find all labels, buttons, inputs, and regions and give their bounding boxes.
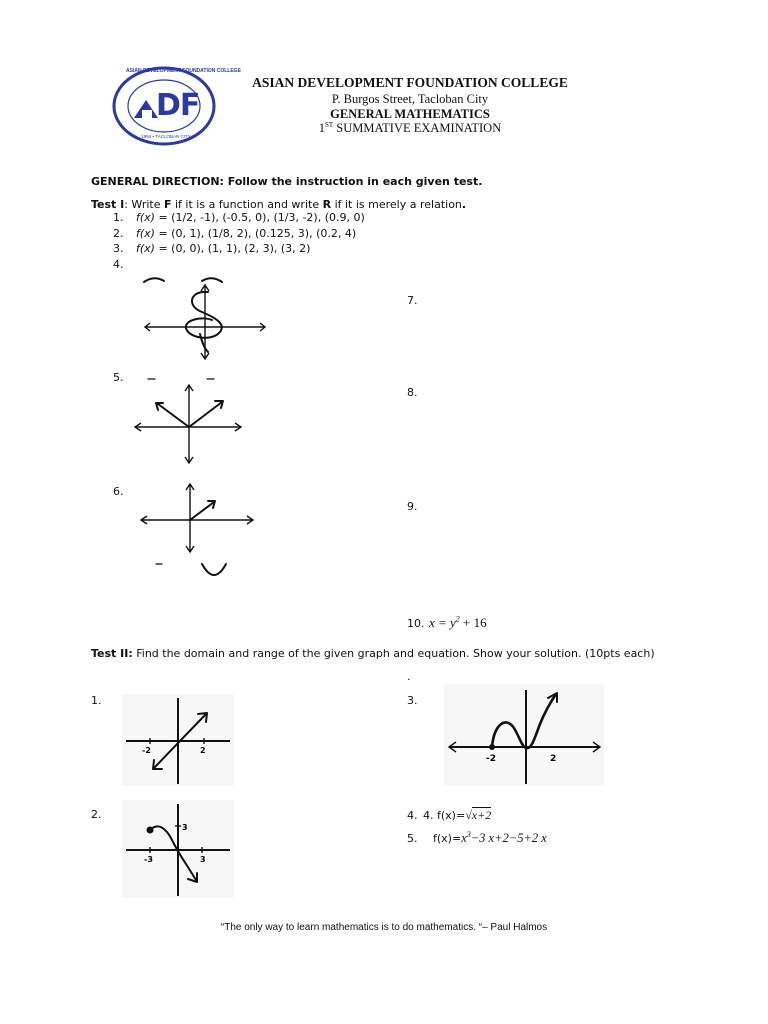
subject-title: GENERAL MATHEMATICS (330, 107, 490, 121)
test2-label: Test II: (91, 647, 133, 660)
graph-ii-1-tick-pos: 2 (200, 746, 206, 755)
graph-ii-2-tick-x-pos: 3 (200, 855, 206, 864)
general-direction: GENERAL DIRECTION: Follow the instruction in each given test. (91, 175, 483, 188)
graph-5 (130, 374, 245, 466)
test2-item-2-number: 2. (91, 808, 102, 821)
exam-title (200, 121, 620, 136)
test1-instruction: Test I: Write F if it is a function and write R if it is merely a relation. (91, 198, 467, 211)
test1-item-8-number: 8. (407, 386, 418, 399)
exam-label: SUMMATIVE EXAMINATION (333, 121, 502, 136)
test1-item-2: 2. f(x) = (0, 1), (1/8, 2), (0.125, 3), (0.2, 4) (113, 227, 357, 240)
test1-item-5-number: 5. (113, 371, 124, 384)
school-name: ASIAN DEVELOPMENT FOUNDATION COLLEGE (252, 75, 568, 90)
test2-dot: . (407, 670, 411, 683)
test1-item-10: 10. $x = y^2 + 16$ (407, 614, 487, 630)
test1-item-9-number: 9. (407, 500, 418, 513)
test2-item-4-number: 4. (407, 809, 418, 822)
test2-instruction: Test II: Find the domain and range of the given graph and equation. Show your solution. (10pts each) (91, 647, 655, 660)
graph-ii-3-tick-neg: -2 (486, 754, 496, 764)
test2-item-5: 5. $f(x)=x^3-3$ x+2−5+2 x (407, 830, 547, 846)
graph-ii-1-tick-neg: -2 (142, 746, 151, 755)
graph-4 (140, 272, 270, 362)
test1-label: Test I (91, 198, 125, 211)
test2-item-1-number: 1. (91, 694, 102, 707)
logo-ring-text: ASIAN DEVELOPMENT FOUNDATION COLLEGE (126, 68, 241, 74)
closing-quote: “The only way to learn mathematics is to do mathematics. “– Paul Halmos (220, 922, 548, 933)
test1-item-3: 3. f(x) = (0, 0), (1, 1), (2, 3), (3, 2) (113, 242, 311, 255)
test2-item-3-number: 3. (407, 694, 418, 707)
test1-item-7-number: 7. (407, 294, 418, 307)
test1-item-6-number: 6. (113, 485, 124, 498)
test1-item-4-number: 4. (113, 258, 124, 271)
graph-ii-1 (122, 694, 234, 786)
graph-ii-3 (444, 684, 604, 786)
graph-ii-2-tick-x-neg: -3 (144, 855, 153, 864)
logo-city: 1984 • TACLOBAN CITY (141, 134, 191, 139)
school-address: P. Burgos Street, Tacloban City (331, 92, 489, 106)
graph-ii-3-tick-pos: 2 (550, 754, 557, 764)
equation-10: $x = y^2 + 16$ (428, 614, 487, 630)
logo-letters: DF (156, 88, 200, 123)
test2-item-4: 4. 4. f(x)=√x+2 (407, 808, 492, 822)
graph-6 (138, 480, 258, 585)
radical-expression: √x+2 (465, 808, 492, 822)
test1-item-1: 1. f(x) = (1/2, -1), (-0.5, 0), (1/3, -2), (0.9, 0) (113, 211, 365, 224)
test2-item-5-number: 5. (407, 832, 418, 846)
graph-ii-2-tick-y: 3 (182, 823, 188, 832)
polynomial-expression: $x^3-3$ x+2−5+2 x (461, 830, 547, 846)
exam-number: 1 (318, 121, 325, 136)
exam-ordinal: ST (325, 121, 334, 129)
graph-ii-2 (122, 800, 234, 898)
